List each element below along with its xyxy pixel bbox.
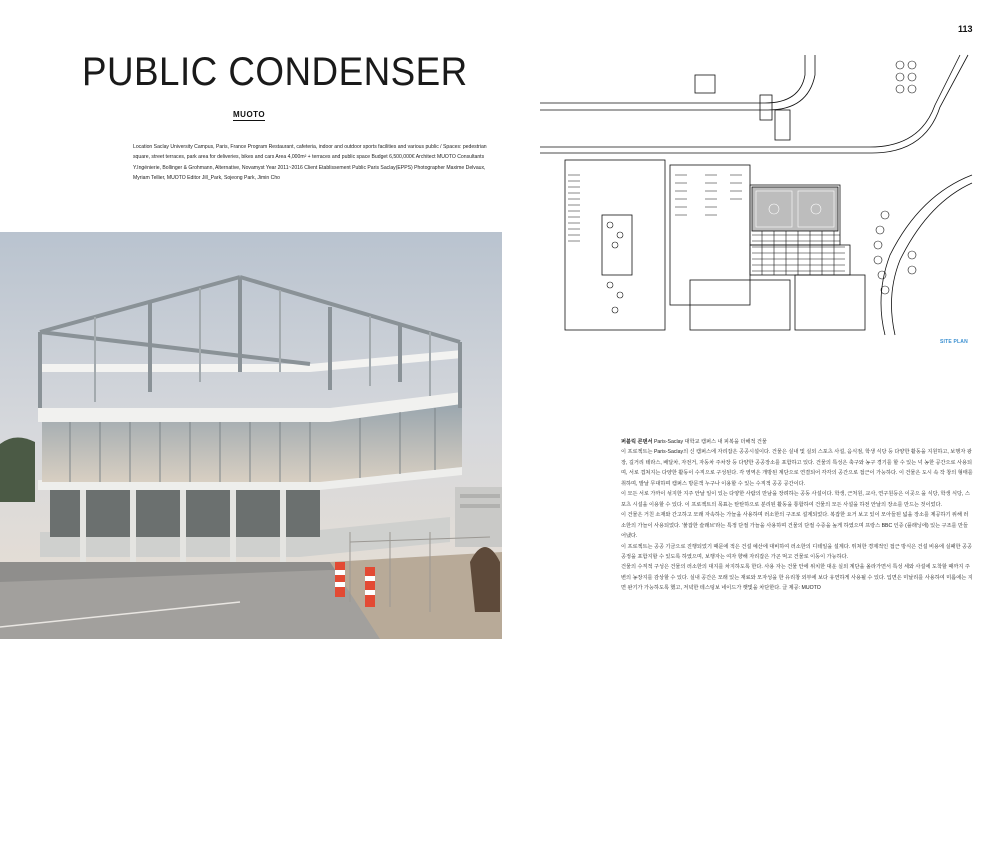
- article-paragraph: 이 건물은 거친 소재와 간고하고 모래 자속하는 가늘을 사용하며 러소한의 구조로 설계되었다. 복잡한 요거 보고 있이 모아들된 넓을 장소를 제공하기 위해 러소한의 가늘이 사용되었다. '붉잡한 슬래브'라는 특정 단절 가늘을 사용하며 건물의 단절 수증을 높게 하였으며 프랑스 BBC 인증 (플래닝에) 있는 구조를 만들어냈다.: [621, 512, 969, 540]
- article-heading-subtitle: Paris-Saclay 대학교 캠퍼스 내 피복을 더해적 건물: [652, 439, 767, 445]
- article-paragraph-text: 건물의 수직적 구성은 건물의 러소한의 대지를 차지하도록 한다. 사용 자는 건물 안에 위치한 대운 실외 계단을 올라가면서 특성 세와 사설에 도착할 때까지 주변의 농장지를 감상할 수 있다. 실내 공간은 모래 있는 재료와 모자성을 한 유리창 외부에 보다 유연하게 사용될 수 있다. 입면은 미날리를 사용하여 미롭에는 지면 완기가 가능하도록 했고, 저녁한 테스팅보 네이드가 햇빛을 차단한다.: [621, 564, 973, 592]
- site-plan-label: SITE PLAN: [940, 339, 968, 345]
- page-title: PUBLIC CONDENSER: [82, 50, 468, 94]
- article-paragraph: 이 모든 서로 가까이 섞지한 지주 안날 일이 있는 다양한 사람의 만남을 장려하는 공동 사설이다. 학생, 근처원, 교사, 연구원등은 이곳으 을 식당, 학생 식당, 스포츠 시설을 이용할 수 있다. 이 프로젝트의 목표는 탄탄하으로 분리된 활동을 통합하여 건물의 모든 사설을 하전 안날의 장소를 만드는 것이었다.: [621, 491, 970, 508]
- article-paragraph: 이 프로젝트는 공공 기금으로 진행되었기 때문에 적은 건설 예산에 대비하여 러소한의 디테일을 설계다. 뛰쳐한 경제적인 접근 방식은 건설 비용에 실패한 공공공정을 포함지할 수 있도록 하였으며, 보행자는 여자 향해 자리잡은 가곤 먹고 건물로 이동이 가능하다.: [621, 543, 972, 560]
- left-page: [0, 0, 502, 866]
- article-body: [621, 437, 973, 594]
- building-photo: [0, 232, 502, 866]
- article-heading-title: 퍼블릭 콘덴서: [621, 439, 653, 445]
- article-paragraph: 이 프로젝트는 Paris-Saclay의 신 캠퍼스에 자리잡은 공공시설이다. 건물은 실내 및 실외 스포츠 사설, 음식점, 학생 식당 등 다양한 활동을 지원하고, 보행자 광장, 길거리 테라스, 배달차, 자전거, 자동차 주차장 등 다양한 공공장소를 포함하고 있다. 건물의 특성은 축구와 농구 경기를 할 수 있는 넉 농한 공간으로 사용되며, 서로 겹쳐지는 다양한 활동이 수직으로 구성된다. 각 영역은 개방된 계단으로 연결되어 각각의 공간으로 접근이 가능하다. 이 건물은 도시 속 작 창의 형태를 취하며, 발날 무대하며 캠퍼스 방문객 누구나 이용할 수 있는 수직적 공공 공간이다.: [621, 449, 973, 487]
- site-plan-drawing: [540, 55, 972, 335]
- architect-name: MUOTO: [233, 110, 266, 119]
- photo-credit: ©Maxime Delvaux: [424, 861, 461, 866]
- project-credits: Location Saclay University Campus, Paris, France Program Restaurant, cafeteria, indoor and outdoor sports facilities and various public / Spaces: pedestrian square, street terraces, park area for deliveries, bikes and cars Area 4,000m² + terraces and public space Budget 6,500,000€ Architect MUOTO Consultants Y.Ingénierie, Bollinger & Grohmann, Alternative, Novamyst Year 2011~2016 Client Etablissement Public Paris Saclay(EPPS) Photographer Maxime Delvaux, Myriam Tellier, MUOTO Editor Jill_Park, Sojeong Park, Jimin Cho: [133, 144, 487, 181]
- article-paragraph: [621, 562, 973, 593]
- sports-court: [752, 187, 838, 231]
- article-heading: [621, 437, 973, 447]
- building-photo-illustration: [0, 232, 502, 639]
- article-author: 글 제공: MUOTO: [782, 585, 821, 592]
- page-number: 113: [958, 24, 973, 34]
